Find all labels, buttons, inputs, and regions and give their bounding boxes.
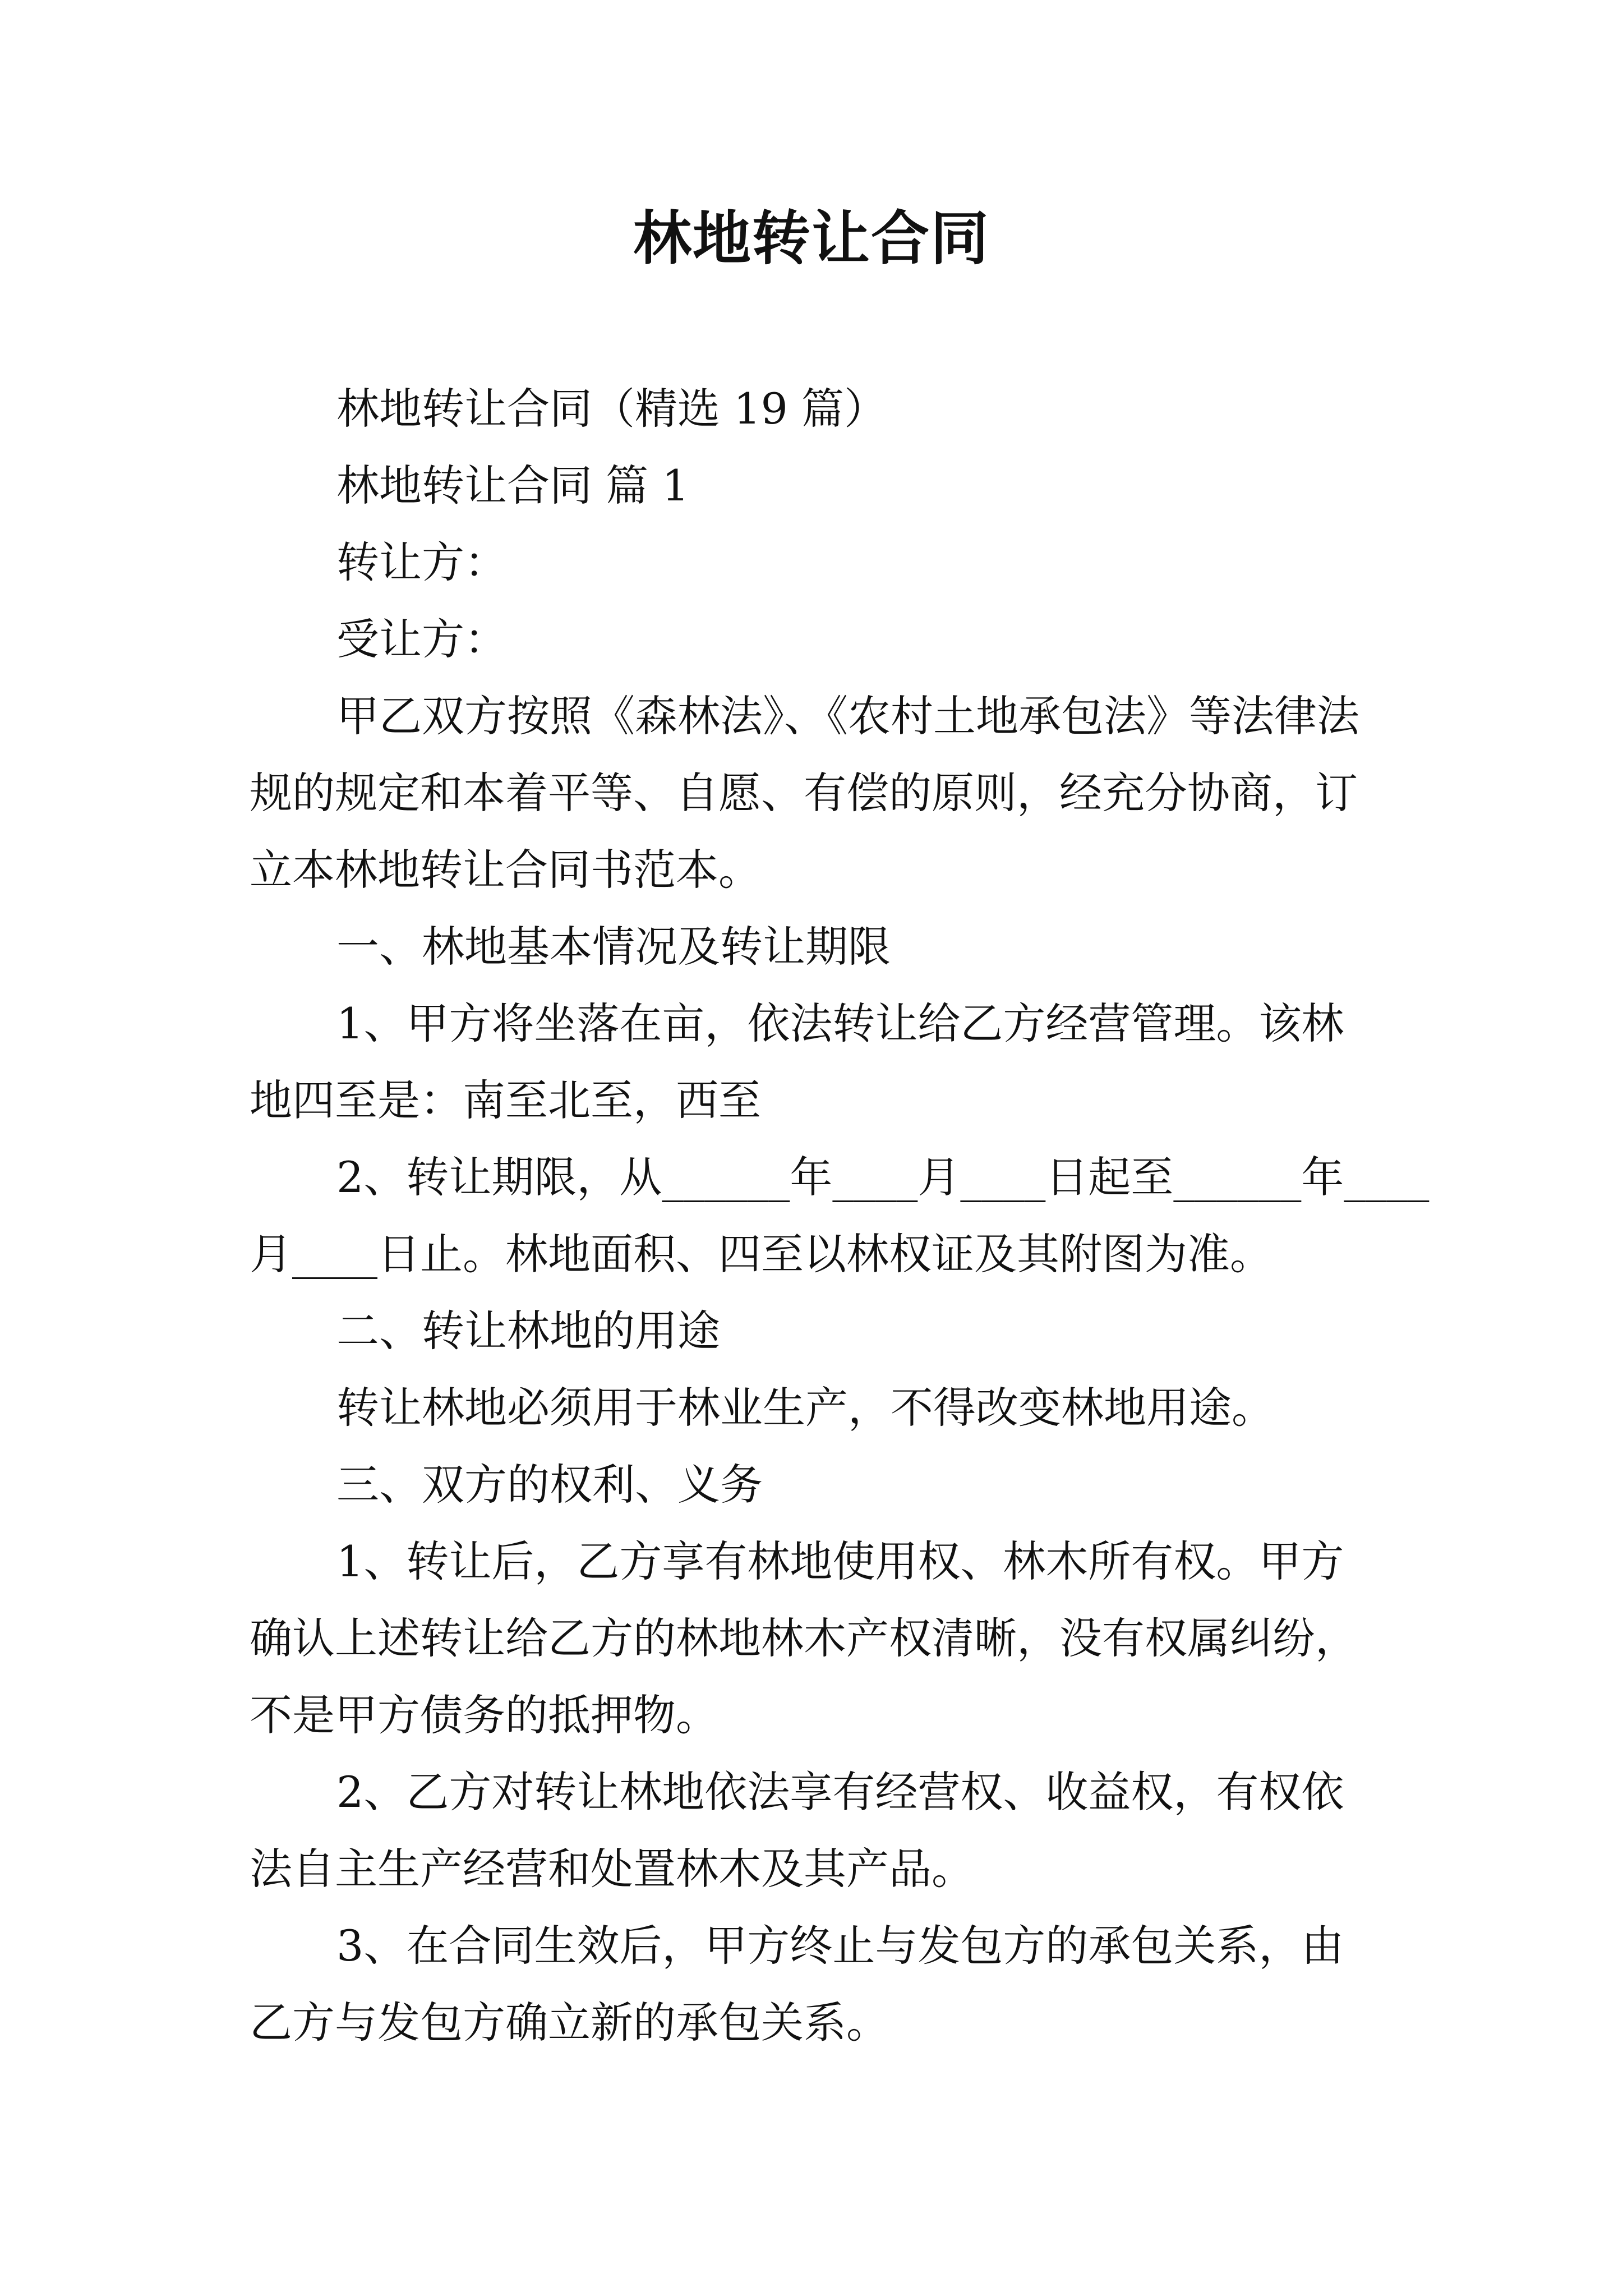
paragraph: 立本林地转让合同书范本。 [250, 845, 761, 895]
document-body [250, 370, 1430, 2061]
paragraph: 乙方与发包方确立新的承包关系。 [250, 1998, 889, 2047]
document-title: 林地转让合同 [633, 204, 990, 273]
paragraph: 法自主生产经营和处置林木及其产品。 [250, 1844, 974, 1894]
paragraph: 三、双方的权利、义务 [336, 1460, 763, 1510]
paragraph: 甲乙双方按照《森林法》、《农村土地承包法》等法律法 [336, 691, 1359, 741]
paragraph: 林地转让合同 篇 1 [336, 461, 689, 510]
paragraph: 二、转让林地的用途 [336, 1306, 720, 1356]
paragraph: 转让林地必须用于林业生产，不得改变林地用途。 [336, 1383, 1274, 1433]
paragraph: 1、甲方将坐落在亩，依法转让给乙方经营管理。该林 [336, 999, 1344, 1048]
paragraph: 月____日止。林地面积、四至以林权证及其附图为准。 [250, 1229, 1272, 1279]
paragraph: 林地转让合同（精选 19 篇） [336, 384, 887, 434]
paragraph: 确认上述转让给乙方的林地林木产权清晰，没有权属纠纷， [250, 1613, 1358, 1663]
paragraph: 1、转让后，乙方享有林地使用权、林木所有权。甲方 [336, 1536, 1344, 1586]
paragraph: 2、乙方对转让林地依法享有经营权、收益权，有权依 [336, 1767, 1344, 1817]
paragraph: 2、转让期限，从______年____月____日起至______年____ [336, 1152, 1430, 1202]
paragraph: 规的规定和本着平等、自愿、有偿的原则，经充分协商，订 [250, 768, 1358, 818]
paragraph: 3、在合同生效后，甲方终止与发包方的承包关系，由 [336, 1921, 1344, 1971]
paragraph: 不是甲方债务的抵押物。 [250, 1690, 718, 1740]
paragraph: 地四至是：南至北至，西至 [250, 1075, 761, 1125]
paragraph: 受让方： [336, 614, 507, 664]
paragraph: 一、林地基本情况及转让期限 [336, 922, 891, 972]
paragraph: 转让方： [336, 537, 507, 587]
